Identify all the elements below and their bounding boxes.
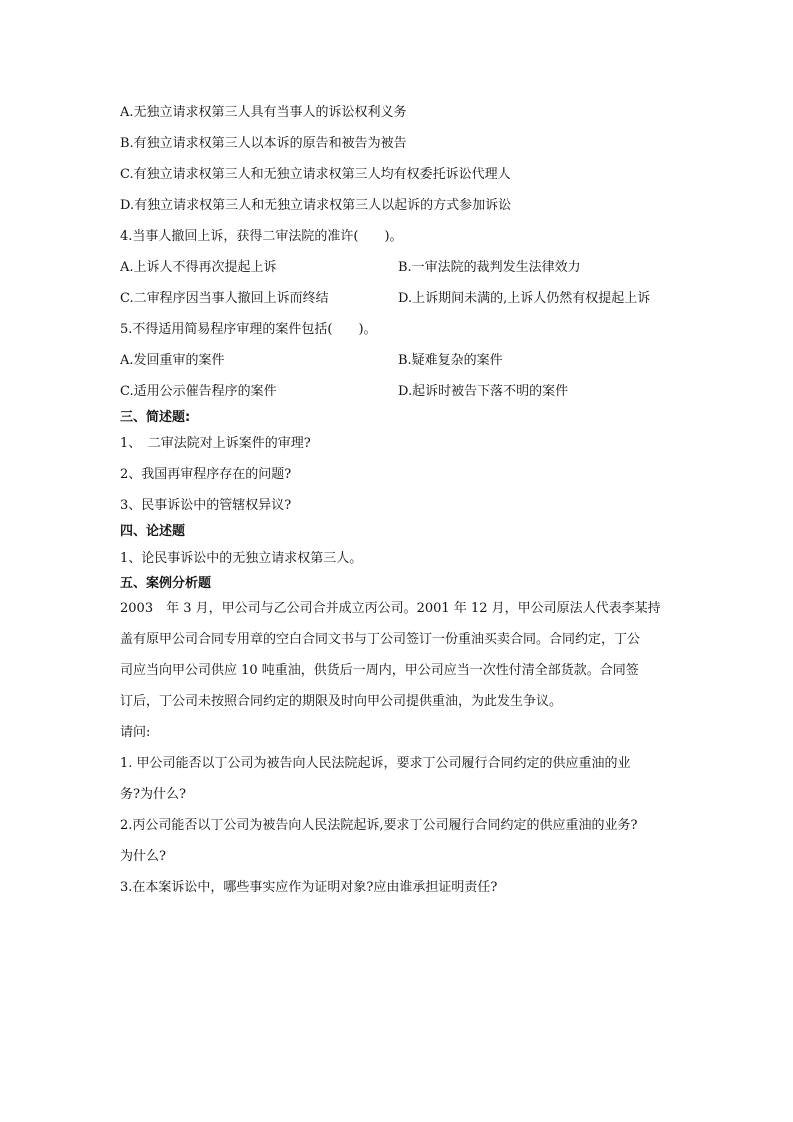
q5-option-d: D.起诉时被告下落不明的案件 — [398, 384, 569, 399]
q4-option-b: B.一审法院的裁判发生法律效力 — [398, 260, 581, 275]
case-question: 1. 甲公司能否以丁公司为被告向人民法院起诉，要求丁公司履行合同约定的供应重油的业 — [120, 756, 631, 771]
case-text-line: 司应当向甲公司供应 10 吨重油，供货后一周内，甲公司应当一次性付清全部货款。合同签 — [120, 663, 639, 678]
q5-option-b: B.疑难复杂的案件 — [398, 353, 503, 368]
q4-option-a: A.上诉人不得再次提起上诉 — [120, 260, 277, 275]
case-question: 为什么? — [120, 849, 166, 864]
q4-question: 4.当事人撤回上诉，获得二审法院的准许( )。 — [120, 229, 403, 244]
section5-heading: 五、案例分析题 — [120, 576, 212, 591]
q4-option-d: D.上诉期间未满的,上诉人仍然有权提起上诉 — [398, 291, 651, 306]
section3-item: 1、 二审法院对上诉案件的审理? — [120, 436, 311, 451]
section3-item: 3、民事诉讼中的管辖权异议? — [120, 498, 292, 513]
q5-option-a: A.发回重审的案件 — [120, 353, 225, 368]
section3-item: 2、我国再审程序存在的问题? — [120, 467, 292, 482]
case-ask: 请问: — [120, 725, 151, 740]
q3-option-b: B.有独立请求权第三人以本诉的原告和被告为被告 — [120, 136, 407, 151]
case-question: 2.丙公司能否以丁公司为被告向人民法院起诉,要求丁公司履行合同约定的供应重油的业务? — [120, 818, 638, 833]
case-question: 务?为什么? — [120, 787, 186, 802]
case-question: 3.在本案诉讼中，哪些事实应作为证明对象?应由谁承担证明责任? — [120, 880, 498, 895]
q5-option-c: C.适用公示催告程序的案件 — [120, 384, 277, 399]
section4-heading: 四、论述题 — [120, 524, 186, 539]
q5-question: 5.不得适用简易程序审理的案件包括( )。 — [120, 322, 377, 337]
section4-item: 1、论民事诉讼中的无独立请求权第三人。 — [120, 551, 363, 566]
q3-option-c: C.有独立请求权第三人和无独立请求权第三人均有权委托诉讼代理人 — [120, 167, 511, 182]
q4-option-c: C.二审程序因当事人撤回上诉而终结 — [120, 291, 329, 306]
q3-option-d: D.有独立请求权第三人和无独立请求权第三人以起诉的方式参加诉讼 — [120, 198, 512, 213]
case-text-line: 2003 年 3 月，甲公司与乙公司合并成立丙公司。2001 年 12 月，甲公司原法人代表李某持 — [120, 601, 661, 616]
case-text-line: 盖有原甲公司合同专用章的空白合同文书与丁公司签订一份重油买卖合同。合同约定，丁公 — [120, 632, 641, 647]
q3-option-a: A.无独立请求权第三人具有当事人的诉讼权利义务 — [120, 105, 407, 120]
section3-heading: 三、简述题: — [120, 410, 191, 425]
case-text-line: 订后，丁公司未按照合同约定的期限及时向甲公司提供重油，为此发生争议。 — [120, 694, 563, 709]
